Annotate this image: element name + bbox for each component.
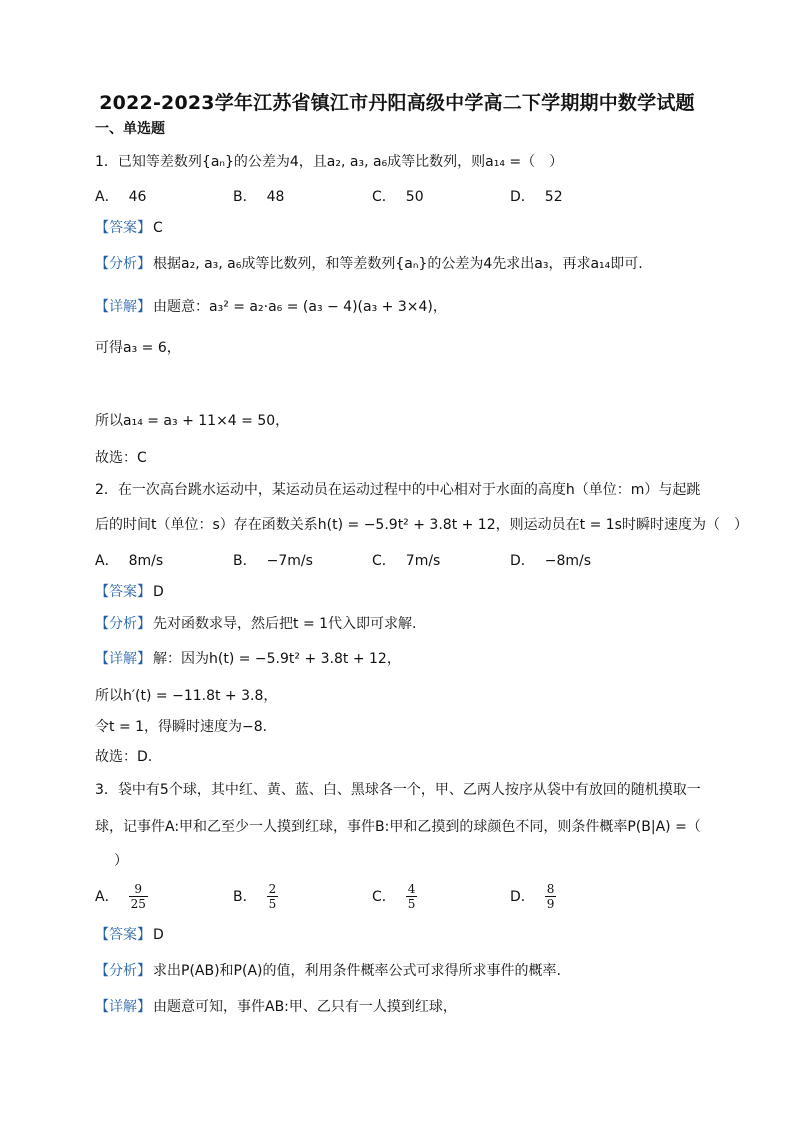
fraction: $\frac{8}{9}$: [546, 882, 555, 911]
q2-stem-line2: 后的时间t（单位：s）存在函数关系h(t) = −5.9t² + 3.8t + 12，则运动员在t = 1s时瞬时速度为（ ）: [95, 517, 748, 533]
fraction: $\frac{9}{25}$: [130, 882, 146, 911]
q2-step-3: 故选：D.: [95, 749, 153, 765]
q2-stem-line1: 2．在一次高台跳水运动中，某运动员在运动过程中的中心相对于水面的高度h（单位：m）与起跳: [95, 482, 701, 498]
q3-option-a[interactable]: A． $\frac{9}{25}$: [95, 882, 146, 911]
q2-option-a[interactable]: A． 8m/s: [95, 553, 164, 569]
q1-detail: 【详解】 由题意：a₃² = a₂·a₆ = (a₃ − 4)(a₃ + 3×4)，: [95, 299, 447, 315]
q2-option-c[interactable]: C． 7m/s: [372, 553, 441, 569]
q2-detail: 【详解】 解：因为h(t) = −5.9t² + 3.8t + 12，: [95, 651, 401, 667]
q2-option-d[interactable]: D． −8m/s: [510, 553, 592, 569]
q1-option-a[interactable]: A． 46: [95, 189, 147, 205]
q3-analysis: 【分析】 求出P(AB)和P(A)的值，利用条件概率公式可求得所求事件的概率.: [95, 963, 561, 979]
q3-answer: 【答案】 D: [95, 927, 164, 943]
q1-answer: 【答案】 C: [95, 220, 163, 236]
q2-step-2: 令t = 1，得瞬时速度为−8．: [95, 719, 277, 735]
q1-option-d[interactable]: D． 52: [510, 189, 563, 205]
q1-option-c[interactable]: C． 50: [372, 189, 424, 205]
q3-option-c[interactable]: C． $\frac{4}{5}$: [372, 882, 416, 911]
section-heading: 一、单选题: [95, 121, 165, 137]
q1-step-2: 所以a₁₄ = a₃ + 11×4 = 50，: [95, 413, 290, 429]
q3-option-b[interactable]: B． $\frac{2}{5}$: [233, 882, 277, 911]
fraction: $\frac{2}{5}$: [268, 882, 277, 911]
q2-option-b[interactable]: B． −7m/s: [233, 553, 313, 569]
fraction: $\frac{4}{5}$: [407, 882, 416, 911]
q3-stem-line1: 3．袋中有5个球，其中红、黄、蓝、白、黑球各一个，甲、乙两人按序从袋中有放回的随机摸取一: [95, 782, 701, 798]
document-title: 2022-2023学年江苏省镇江市丹阳高级中学高二下学期期中数学试题: [99, 92, 695, 114]
q2-answer: 【答案】 D: [95, 584, 164, 600]
q1-option-b[interactable]: B． 48: [233, 189, 285, 205]
q1-analysis: 【分析】 根据a₂, a₃, a₆成等比数列，和等差数列{aₙ}的公差为4先求出a₃，再求a₁₄即可.: [95, 256, 643, 272]
q3-stem-line3: ）: [114, 853, 128, 869]
q3-stem-line2: 球，记事件A:甲和乙至少一人摸到红球，事件B:甲和乙摸到的球颜色不同，则条件概率P(B|A) =（: [95, 819, 701, 835]
q1-step-3: 故选：C: [95, 450, 147, 466]
q2-step-1: 所以h′(t) = −11.8t + 3.8，: [95, 688, 278, 704]
q1-stem: 1．已知等差数列{aₙ}的公差为4，且a₂, a₃, a₆成等比数列，则a₁₄ =（ ）: [95, 154, 564, 170]
q2-analysis: 【分析】 先对函数求导，然后把t = 1代入即可求解.: [95, 616, 417, 632]
q1-step-1: 可得a₃ = 6，: [95, 340, 181, 356]
q3-option-d[interactable]: D． $\frac{8}{9}$: [510, 882, 555, 911]
q3-detail: 【详解】 由题意可知，事件AB:甲、乙只有一人摸到红球，: [95, 999, 457, 1015]
